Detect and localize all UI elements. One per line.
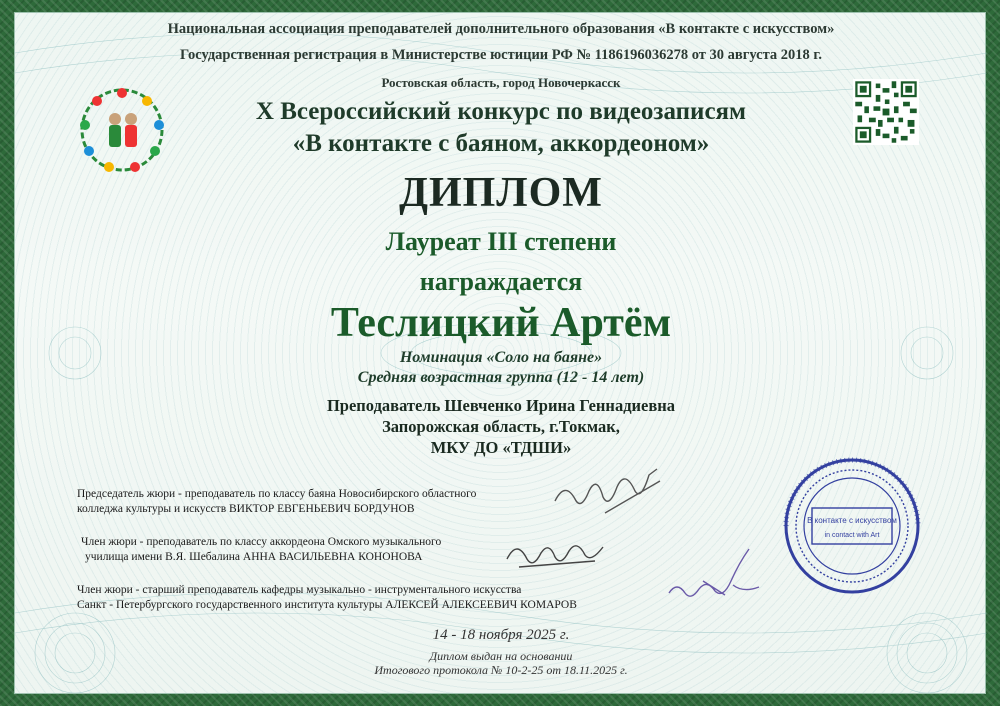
jury-member-2-line1: Член жюри - старший преподаватель кафедры музыкально - инструментального искусства [77,584,522,596]
laureate-degree: Лауреат III степени [385,227,617,256]
signature-bordunov [545,461,665,521]
jury-member-1-line1: Член жюри - преподаватель по классу аккордеона Омского музыкального [81,536,442,548]
jury-member-1 [81,535,441,565]
contest-dates: 14 - 18 ноября 2025 г. [432,627,570,643]
recipient-name: Теслицкий Артём [330,300,672,346]
official-stamp [777,453,927,599]
jury-chair-line2: колледжа культуры и искусств ВИКТОР ЕВГЕНЬЕВИЧ БОРДУНОВ [77,503,415,515]
location-line: Ростовская область, город Новочеркасск [381,75,621,90]
diploma-heading: ДИПЛОМ [399,170,603,216]
contest-title: X Всероссийский конкурс по видеозаписям [255,98,747,125]
jury-member-2-line2: Санкт - Петербургского государственного института культуры АЛЕКСЕЙ АЛЕКСЕЕВИЧ КОМАРОВ [77,599,577,611]
jury-member-2 [77,583,577,613]
signature-komarov [663,541,773,607]
certificate-sheet [14,12,986,694]
stamp-text: В контакте с искусством [807,516,897,525]
svg-text:in contact with Art: in contact with Art [824,532,880,539]
school-name: МКУ ДО «ТДШИ» [430,438,572,457]
teacher-name: Преподаватель Шевченко Ирина Геннадиевна [326,396,676,415]
protocol-number: Итогового протокола № 10-2-25 от 18.11.2025 г. [374,663,628,677]
jury-chair [77,487,476,517]
jury-chair-line1: Председатель жюри - преподаватель по классу баяна Новосибирского областного [77,488,477,500]
age-group: Средняя возрастная группа (12 - 14 лет) [357,369,645,386]
awarded-label: награждается [419,267,583,296]
region: Запорожская область, г.Токмак, [382,417,620,436]
issued-basis: Диплом выдан на основании [429,649,573,663]
nomination: Номинация «Соло на баяне» [399,349,603,366]
registration-line: Государственная регистрация в Министерстве юстиции РФ № 1186196036278 от 30 августа 2018 г. [180,47,822,63]
jury-member-1-line2: училища имени В.Я. Шебалина АННА ВАСИЛЬЕВНА КОНОНОВА [85,551,423,563]
association-name: Национальная ассоциация преподавателей дополнительного образования «В контакте с искусством» [167,21,835,37]
contest-subtitle: «В контакте с баяном, аккордеоном» [292,130,710,157]
signature-kononova [499,529,609,575]
